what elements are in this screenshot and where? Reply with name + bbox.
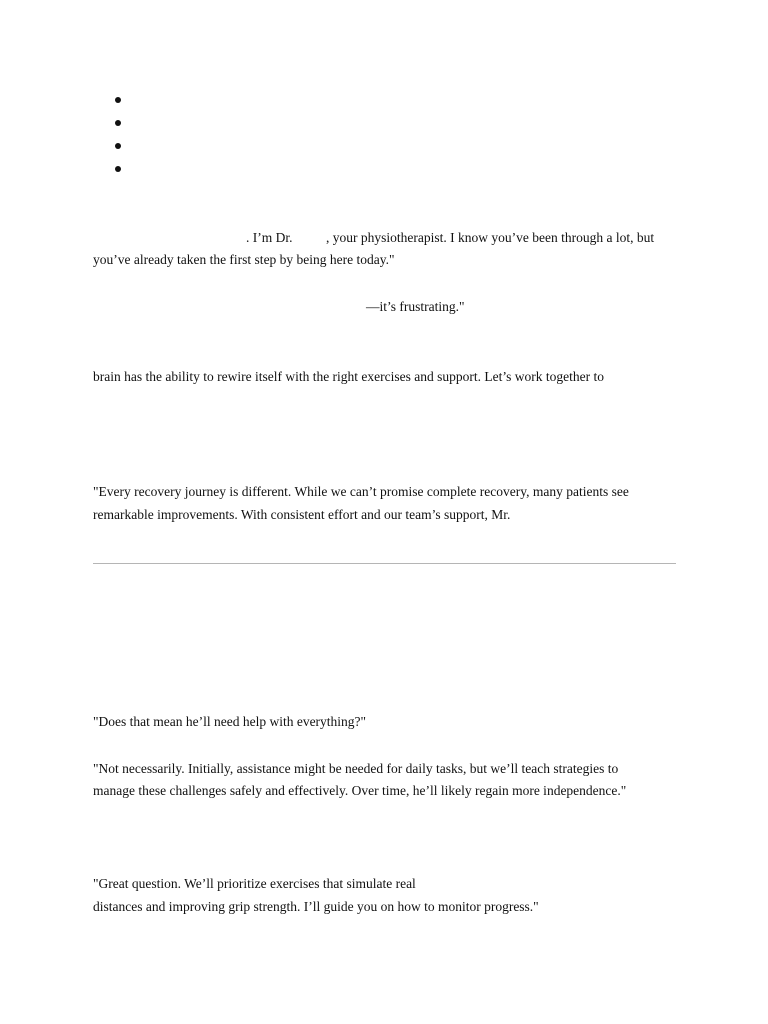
list-bullet	[115, 166, 121, 172]
list-bullet	[115, 120, 121, 126]
intro-line-2: you’ve already taken the first step by being here today."	[93, 252, 395, 267]
list-bullet	[115, 143, 121, 149]
journey-line-2: remarkable improvements. With consistent effort and our team’s support, Mr.	[93, 507, 511, 522]
intro-line-1-part-1: . I’m Dr.	[246, 230, 293, 245]
question-help-line: "Does that mean he’ll need help with everything?"	[93, 714, 367, 729]
rewire-line: brain has the ability to rewire itself with the right exercises and support. Let’s work together to	[93, 369, 604, 384]
answer-help-line-2: manage these challenges safely and effectively. Over time, he’ll likely regain more independence."	[93, 783, 627, 798]
answer-exercises-line-1: "Great question. We’ll prioritize exercises that simulate real	[93, 876, 416, 891]
frustration-line: —it’s frustrating."	[366, 299, 465, 314]
list-bullet	[115, 97, 121, 103]
answer-help-line-1: "Not necessarily. Initially, assistance might be needed for daily tasks, but we’ll teach strategies to	[93, 761, 619, 776]
journey-line-1: "Every recovery journey is different. While we can’t promise complete recovery, many patients see	[93, 484, 629, 499]
intro-line-1-part-2: , your physiotherapist. I know you’ve been through a lot, but	[326, 230, 655, 245]
section-divider	[93, 563, 676, 564]
answer-exercises-line-2: distances and improving grip strength. I’ll guide you on how to monitor progress."	[93, 899, 539, 914]
